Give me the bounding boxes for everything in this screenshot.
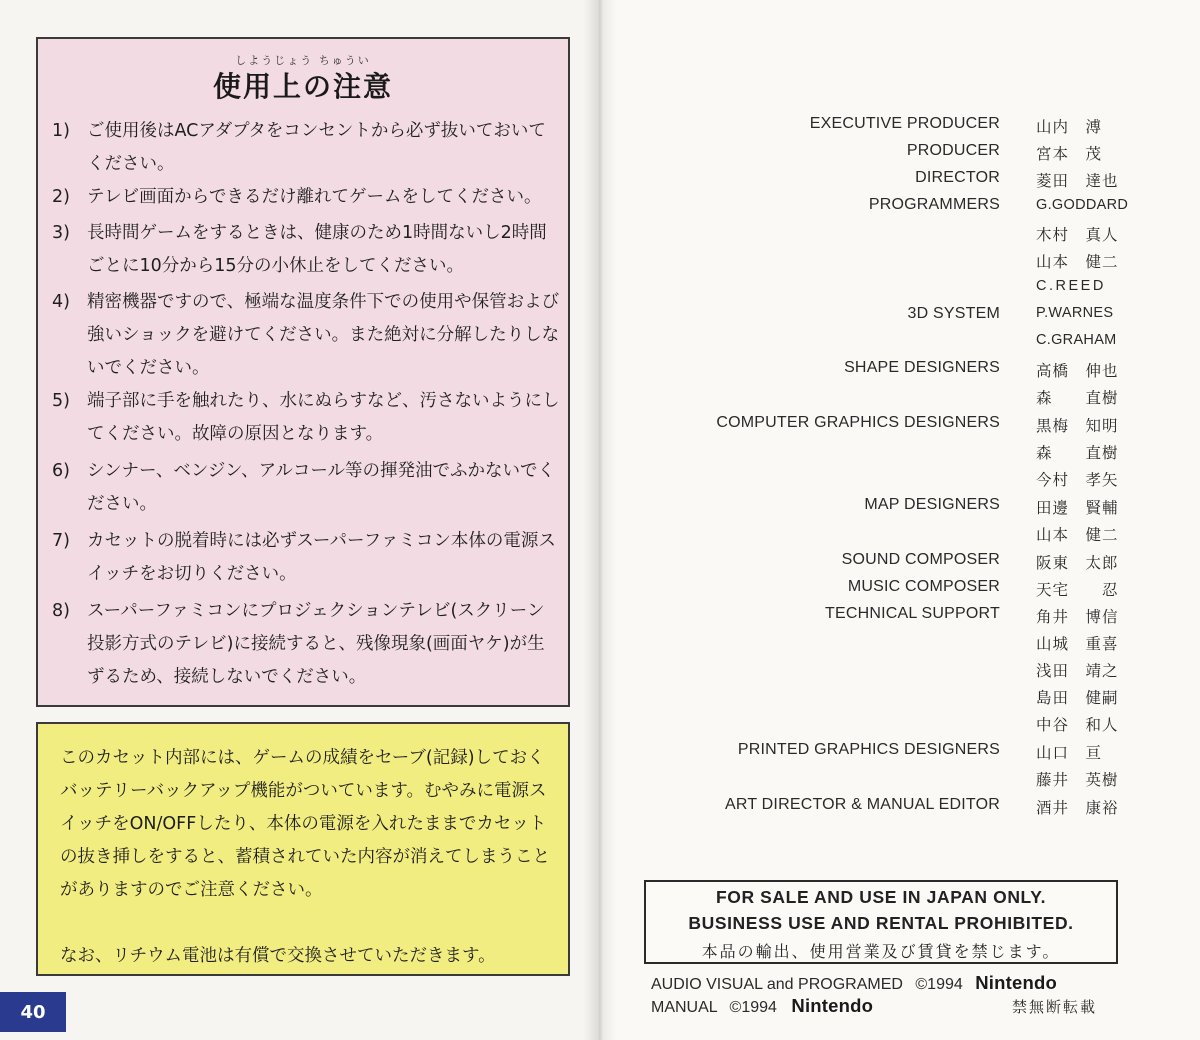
- credit-name: P.WARNES: [1036, 305, 1114, 321]
- caution-item-6: [52, 455, 560, 521]
- credit-role: PRINTED GRAPHICS DESIGNERS: [737, 741, 1000, 758]
- sale-notice-line-1: FOR SALE AND USE IN JAPAN ONLY.: [715, 887, 1047, 907]
- footer-av-credit: [651, 972, 1057, 994]
- nintendo-logo: Nintendo: [975, 972, 1057, 993]
- battery-backup-text: このカセット内部には、ゲームの成績をセーブ(記録)しておくバッテリーバックアップ機能がついています。むやみに電源スイッチをON/OFFしたり、本体の電源を入れたままでカセットの抜き挿しをすると、蓄積されていた内容が消えてしまうことがありますのでご注意ください。: [60, 748, 550, 900]
- credit-role: SOUND COMPOSER: [841, 551, 1000, 568]
- credit-name: C.REED: [1036, 278, 1106, 294]
- credit-name: 山本 健二: [1036, 526, 1119, 544]
- sale-notice-line-3: 本品の輸出、使用営業及び賃貸を禁じます。: [701, 942, 1061, 961]
- credit-name: 酒井 康裕: [1036, 799, 1119, 817]
- caution-title-ruby: しようじょう ちゅうい: [235, 54, 371, 67]
- caution-title: 使用上の注意: [212, 70, 393, 103]
- credit-role: PROGRAMMERS: [868, 196, 1000, 213]
- caution-item-1: [52, 115, 560, 181]
- battery-replacement-note: なお、リチウム電池は有償で交換させていただきます。: [60, 946, 496, 966]
- credit-role: SHAPE DESIGNERS: [844, 359, 1000, 376]
- reprint-prohibited-notice: 禁無断転載: [1012, 998, 1098, 1016]
- credit-name: 山内 溥: [1036, 118, 1103, 136]
- nintendo-logo: Nintendo: [791, 995, 874, 1016]
- page-number: 40: [0, 992, 66, 1032]
- caution-item-text: 精密機器ですので、極端な温度条件下での使用や保管および強いショックを避けてください。また絶対に分解したりしないでください。: [87, 292, 560, 378]
- caution-item-number: 1): [52, 121, 70, 141]
- credit-name: 木村 真人: [1036, 226, 1119, 244]
- footer-av-label: AUDIO VISUAL and PROGRAMED: [651, 976, 903, 993]
- credit-name: 角井 博信: [1036, 608, 1119, 626]
- credit-name: 森 直樹: [1036, 444, 1119, 462]
- caution-item-number: 7): [52, 531, 70, 551]
- credit-name: 田邊 賢輔: [1036, 499, 1119, 517]
- caution-item-number: 6): [52, 461, 70, 481]
- credit-name: 藤井 英樹: [1036, 771, 1119, 789]
- credit-role: MAP DESIGNERS: [864, 496, 1000, 513]
- caution-item-number: 3): [52, 223, 70, 243]
- footer-manual-credit: [651, 995, 873, 1017]
- caution-item-text: 長時間ゲームをするときは、健康のため1時間ないし2時間ごとに10分から15分の小休止をしてください。: [87, 223, 547, 276]
- caution-item-text: スーパーファミコンにプロジェクションテレビ(スクリーン投影方式のテレビ)に接続すると、残像現象(画面ヤケ)が生ずるため、接続しないでください。: [87, 601, 545, 687]
- caution-item-number: 2): [52, 187, 70, 207]
- caution-item-8: [52, 595, 560, 694]
- credit-name: 島田 健嗣: [1036, 689, 1119, 707]
- footer-av-copyright: ©1994: [915, 976, 963, 993]
- credit-role: TECHNICAL SUPPORT: [825, 605, 1000, 622]
- caution-item-text: ご使用後はACアダプタをコンセントから必ず抜いておいてください。: [87, 121, 546, 174]
- credit-name: 黒梅 知明: [1036, 417, 1119, 435]
- footer-manual-label: MANUAL: [651, 999, 718, 1016]
- credit-name: 中谷 和人: [1036, 716, 1119, 734]
- caution-item-text: シンナー、ベンジン、アルコール等の揮発油でふかないでください。: [87, 461, 556, 514]
- credit-role: ART DIRECTOR & MANUAL EDITOR: [725, 796, 1000, 813]
- caution-item-2: [52, 181, 560, 214]
- credit-name: 浅田 靖之: [1036, 662, 1119, 680]
- credit-role: 3D SYSTEM: [907, 305, 1000, 322]
- credit-name: 山本 健二: [1036, 253, 1119, 271]
- caution-item-text: 端子部に手を触れたり、水にぬらすなど、汚さないようにしてください。故障の原因となります。: [87, 391, 560, 444]
- credit-role: MUSIC COMPOSER: [847, 578, 1000, 595]
- credit-name: 菱田 達也: [1036, 172, 1119, 190]
- credit-role: EXECUTIVE PRODUCER: [809, 115, 1000, 132]
- credit-name: G.GODDARD: [1036, 197, 1129, 213]
- credit-role: COMPUTER GRAPHICS DESIGNERS: [716, 414, 1000, 431]
- sale-notice-line-2: BUSINESS USE AND RENTAL PROHIBITED.: [688, 913, 1074, 933]
- credit-name: C.GRAHAM: [1036, 332, 1117, 348]
- credit-name: 天宅 忍: [1036, 581, 1119, 599]
- credit-name: 山口 亘: [1036, 744, 1103, 762]
- credit-name: 森 直樹: [1036, 389, 1119, 407]
- caution-item-number: 8): [52, 601, 70, 621]
- caution-box: [36, 37, 570, 707]
- credit-role: DIRECTOR: [915, 169, 1000, 186]
- credit-name: 山城 重喜: [1036, 635, 1119, 653]
- sale-restriction-box: [644, 880, 1118, 964]
- caution-item-5: [52, 385, 560, 451]
- battery-backup-box: [36, 722, 570, 976]
- caution-item-3: [52, 217, 560, 283]
- credit-name: 宮本 茂: [1036, 145, 1103, 163]
- caution-item-text: テレビ画面からできるだけ離れてゲームをしてください。: [87, 187, 542, 207]
- credit-name: 今村 孝矢: [1036, 471, 1119, 489]
- credit-name: 阪東 太郎: [1036, 554, 1119, 572]
- caution-item-4: [52, 286, 560, 385]
- caution-item-number: 5): [52, 391, 70, 411]
- caution-item-7: [52, 525, 560, 591]
- caution-item-number: 4): [52, 292, 70, 312]
- credit-role: PRODUCER: [906, 142, 1000, 159]
- credit-name: 高橋 伸也: [1036, 362, 1119, 380]
- caution-item-text: カセットの脱着時には必ずスーパーファミコン本体の電源スイッチをお切りください。: [87, 531, 556, 584]
- footer-manual-copyright: ©1994: [729, 999, 777, 1016]
